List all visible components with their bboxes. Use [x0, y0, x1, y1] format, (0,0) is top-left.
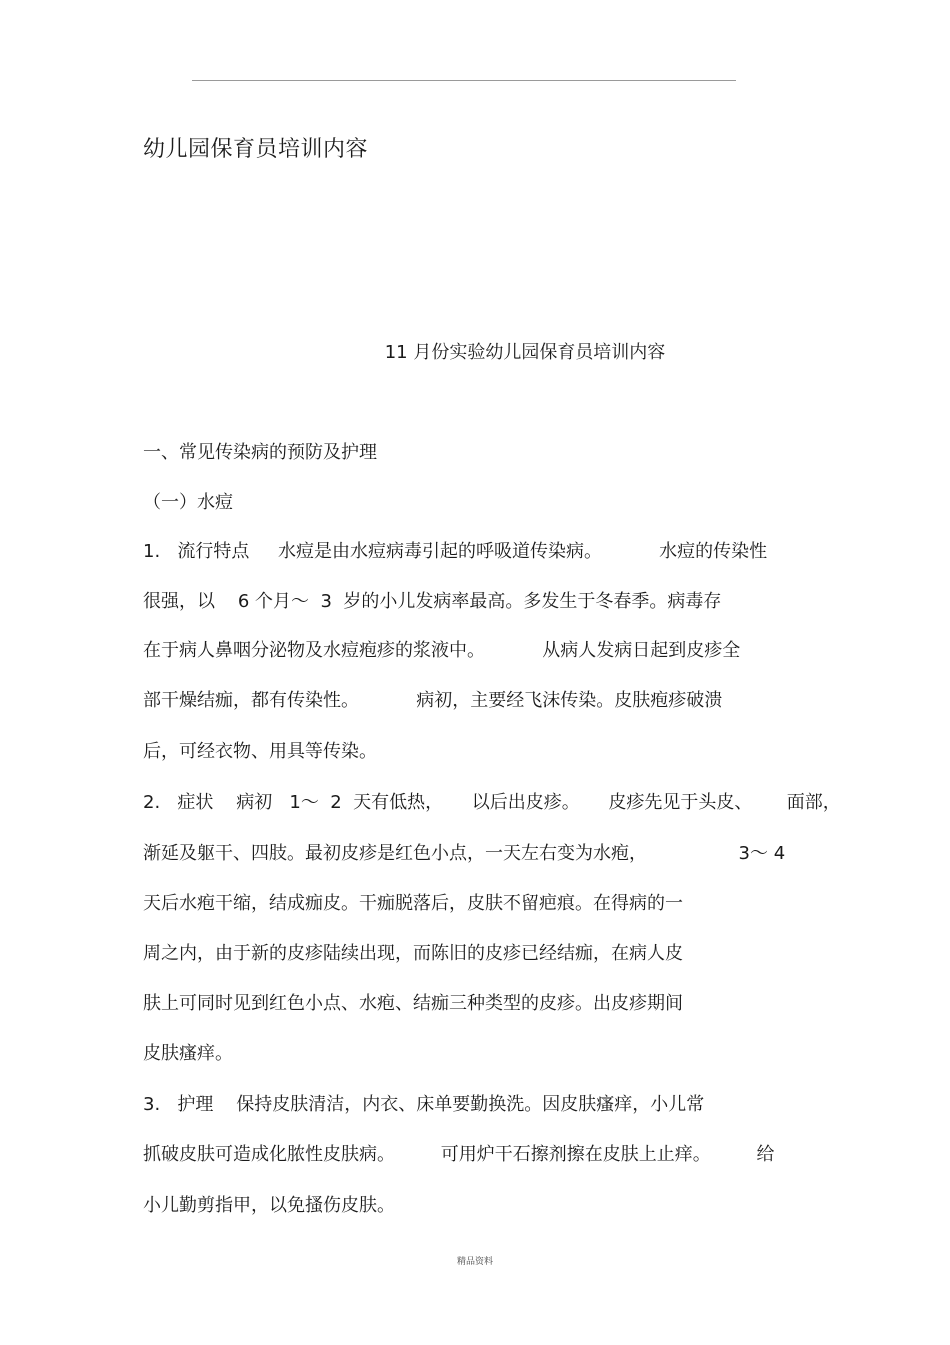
paragraph-3-line: 抓破皮肤可造成化脓性皮肤病。 可用炉干石擦剂擦在皮肤上止痒。 给	[143, 1144, 775, 1165]
paragraph-2-line: 渐延及躯干、四肢。最初皮疹是红色小点，一天左右变为水疱， 3～ 4	[143, 843, 786, 864]
paragraph-2-line: 周之内，由于新的皮疹陆续出现，而陈旧的皮疹已经结痂，在病人皮	[143, 943, 683, 964]
paragraph-1-line: 后，可经衣物、用具等传染。	[143, 741, 377, 762]
section-heading: 一、常见传染病的预防及护理	[143, 442, 377, 463]
subsection-heading: （一）水痘	[143, 492, 233, 513]
document-title: 幼儿园保育员培训内容	[143, 137, 369, 162]
page-footer: 精品资料	[456, 1257, 493, 1267]
centered-heading: 11 月份实验幼儿园保育员培训内容	[384, 342, 666, 363]
paragraph-3-line: 小儿勤剪指甲，以免搔伤皮肤。	[143, 1195, 395, 1216]
header-rule	[192, 80, 736, 81]
paragraph-2-line: 皮肤瘙痒。	[143, 1043, 233, 1064]
paragraph-2-line: 天后水疱干缩，结成痂皮。干痂脱落后，皮肤不留疤痕。在得病的一	[143, 893, 683, 914]
paragraph-1-line: 在于病人鼻咽分泌物及水痘疱疹的浆液中。 从病人发病日起到皮疹全	[143, 640, 741, 661]
paragraph-1-line: 部干燥结痂，都有传染性。 病初，主要经飞沫传染。皮肤疱疹破溃	[143, 690, 723, 711]
paragraph-2-line: 2. 症状 病初 1～ 2 天有低热， 以后出皮疹。 皮疹先见于头皮、 面部，	[143, 792, 841, 813]
paragraph-1-line: 1. 流行特点 水痘是由水痘病毒引起的呼吸道传染病。 水痘的传染性	[143, 541, 768, 562]
paragraph-3-line: 3. 护理 保持皮肤清洁，内衣、床单要勤换洗。因皮肤瘙痒，小儿常	[143, 1094, 705, 1115]
paragraph-2-line: 肤上可同时见到红色小点、水疱、结痂三种类型的皮疹。出皮疹期间	[143, 993, 683, 1014]
paragraph-1-line: 很强，以 6 个月～ 3 岁的小儿发病率最高。多发生于冬春季。病毒存	[143, 591, 722, 612]
